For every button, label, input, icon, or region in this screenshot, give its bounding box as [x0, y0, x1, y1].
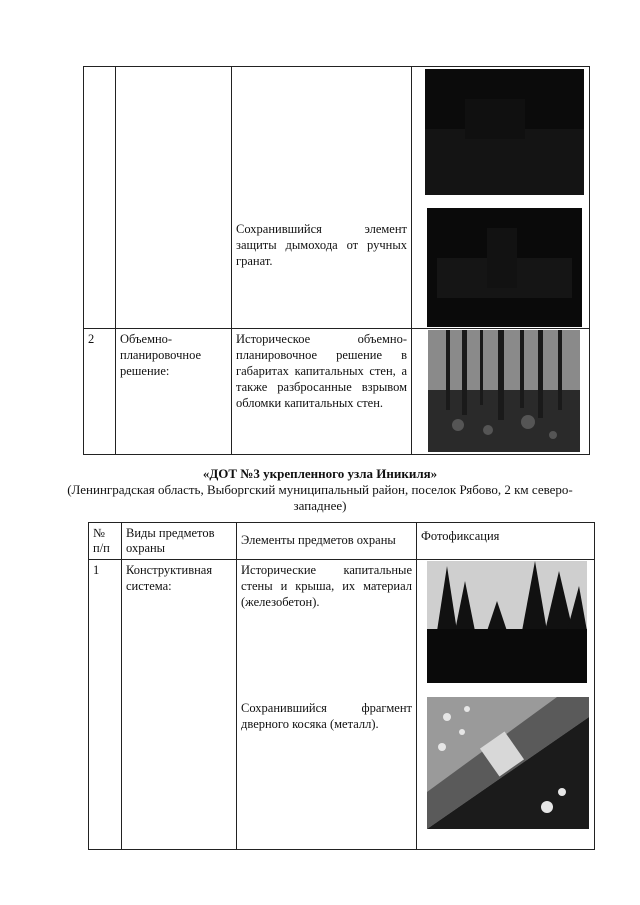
header-elements: Элементы предметов охраны: [237, 523, 417, 560]
object-title: «ДОТ №3 укрепленного узла Иникиля»: [202, 466, 438, 481]
protection-table-continued: [83, 66, 590, 455]
element-description: Сохранившийся фрагмент дверного косяка (металл).: [241, 701, 412, 731]
protection-elements-cell: [232, 67, 412, 329]
table-row: [84, 329, 590, 455]
header-num: № п/п: [89, 523, 122, 560]
protection-type-cell: [116, 67, 232, 329]
object-location: (Ленинградская область, Выборгский муниципальный район, поселок Рябово, 2 км северо-западнее): [67, 482, 573, 513]
element-description: Исторические капитальные стены и крыша, их материал (железобетон).: [241, 563, 412, 609]
photo-cell: [412, 329, 590, 455]
table-row: [84, 67, 590, 329]
row-number-cell: 2: [84, 329, 116, 455]
section-heading: [60, 466, 580, 514]
photo-forest-ruins: [428, 330, 580, 452]
photo-cell: [412, 67, 590, 329]
protection-elements-cell: [232, 329, 412, 455]
photo-door-frame: [427, 697, 589, 829]
photo-bunker-forest: [427, 561, 587, 683]
photo-cell: [417, 560, 595, 850]
row-number-cell: [84, 67, 116, 329]
protection-elements-cell: [237, 560, 417, 850]
table-row: [89, 560, 595, 850]
header-photo: Фотофиксация: [417, 523, 595, 560]
protection-table: [88, 522, 595, 850]
photo-chimney-top: [425, 69, 584, 195]
protection-type-cell: Конструктивная система:: [122, 560, 237, 850]
photo-chimney-protection: [427, 208, 582, 327]
header-type: Виды предметов охраны: [122, 523, 237, 560]
protection-type-cell: Объемно-планировочное решение:: [116, 329, 232, 455]
row-number-cell: 1: [89, 560, 122, 850]
element-description: Историческое объемно-планировочное решение в габаритах капитальных стен, а также разбросанные взрывом обломки капитальных стен.: [236, 332, 407, 410]
element-description: Сохранившийся элемент защиты дымохода от ручных гранат.: [236, 222, 407, 268]
table-header-row: [89, 523, 595, 560]
